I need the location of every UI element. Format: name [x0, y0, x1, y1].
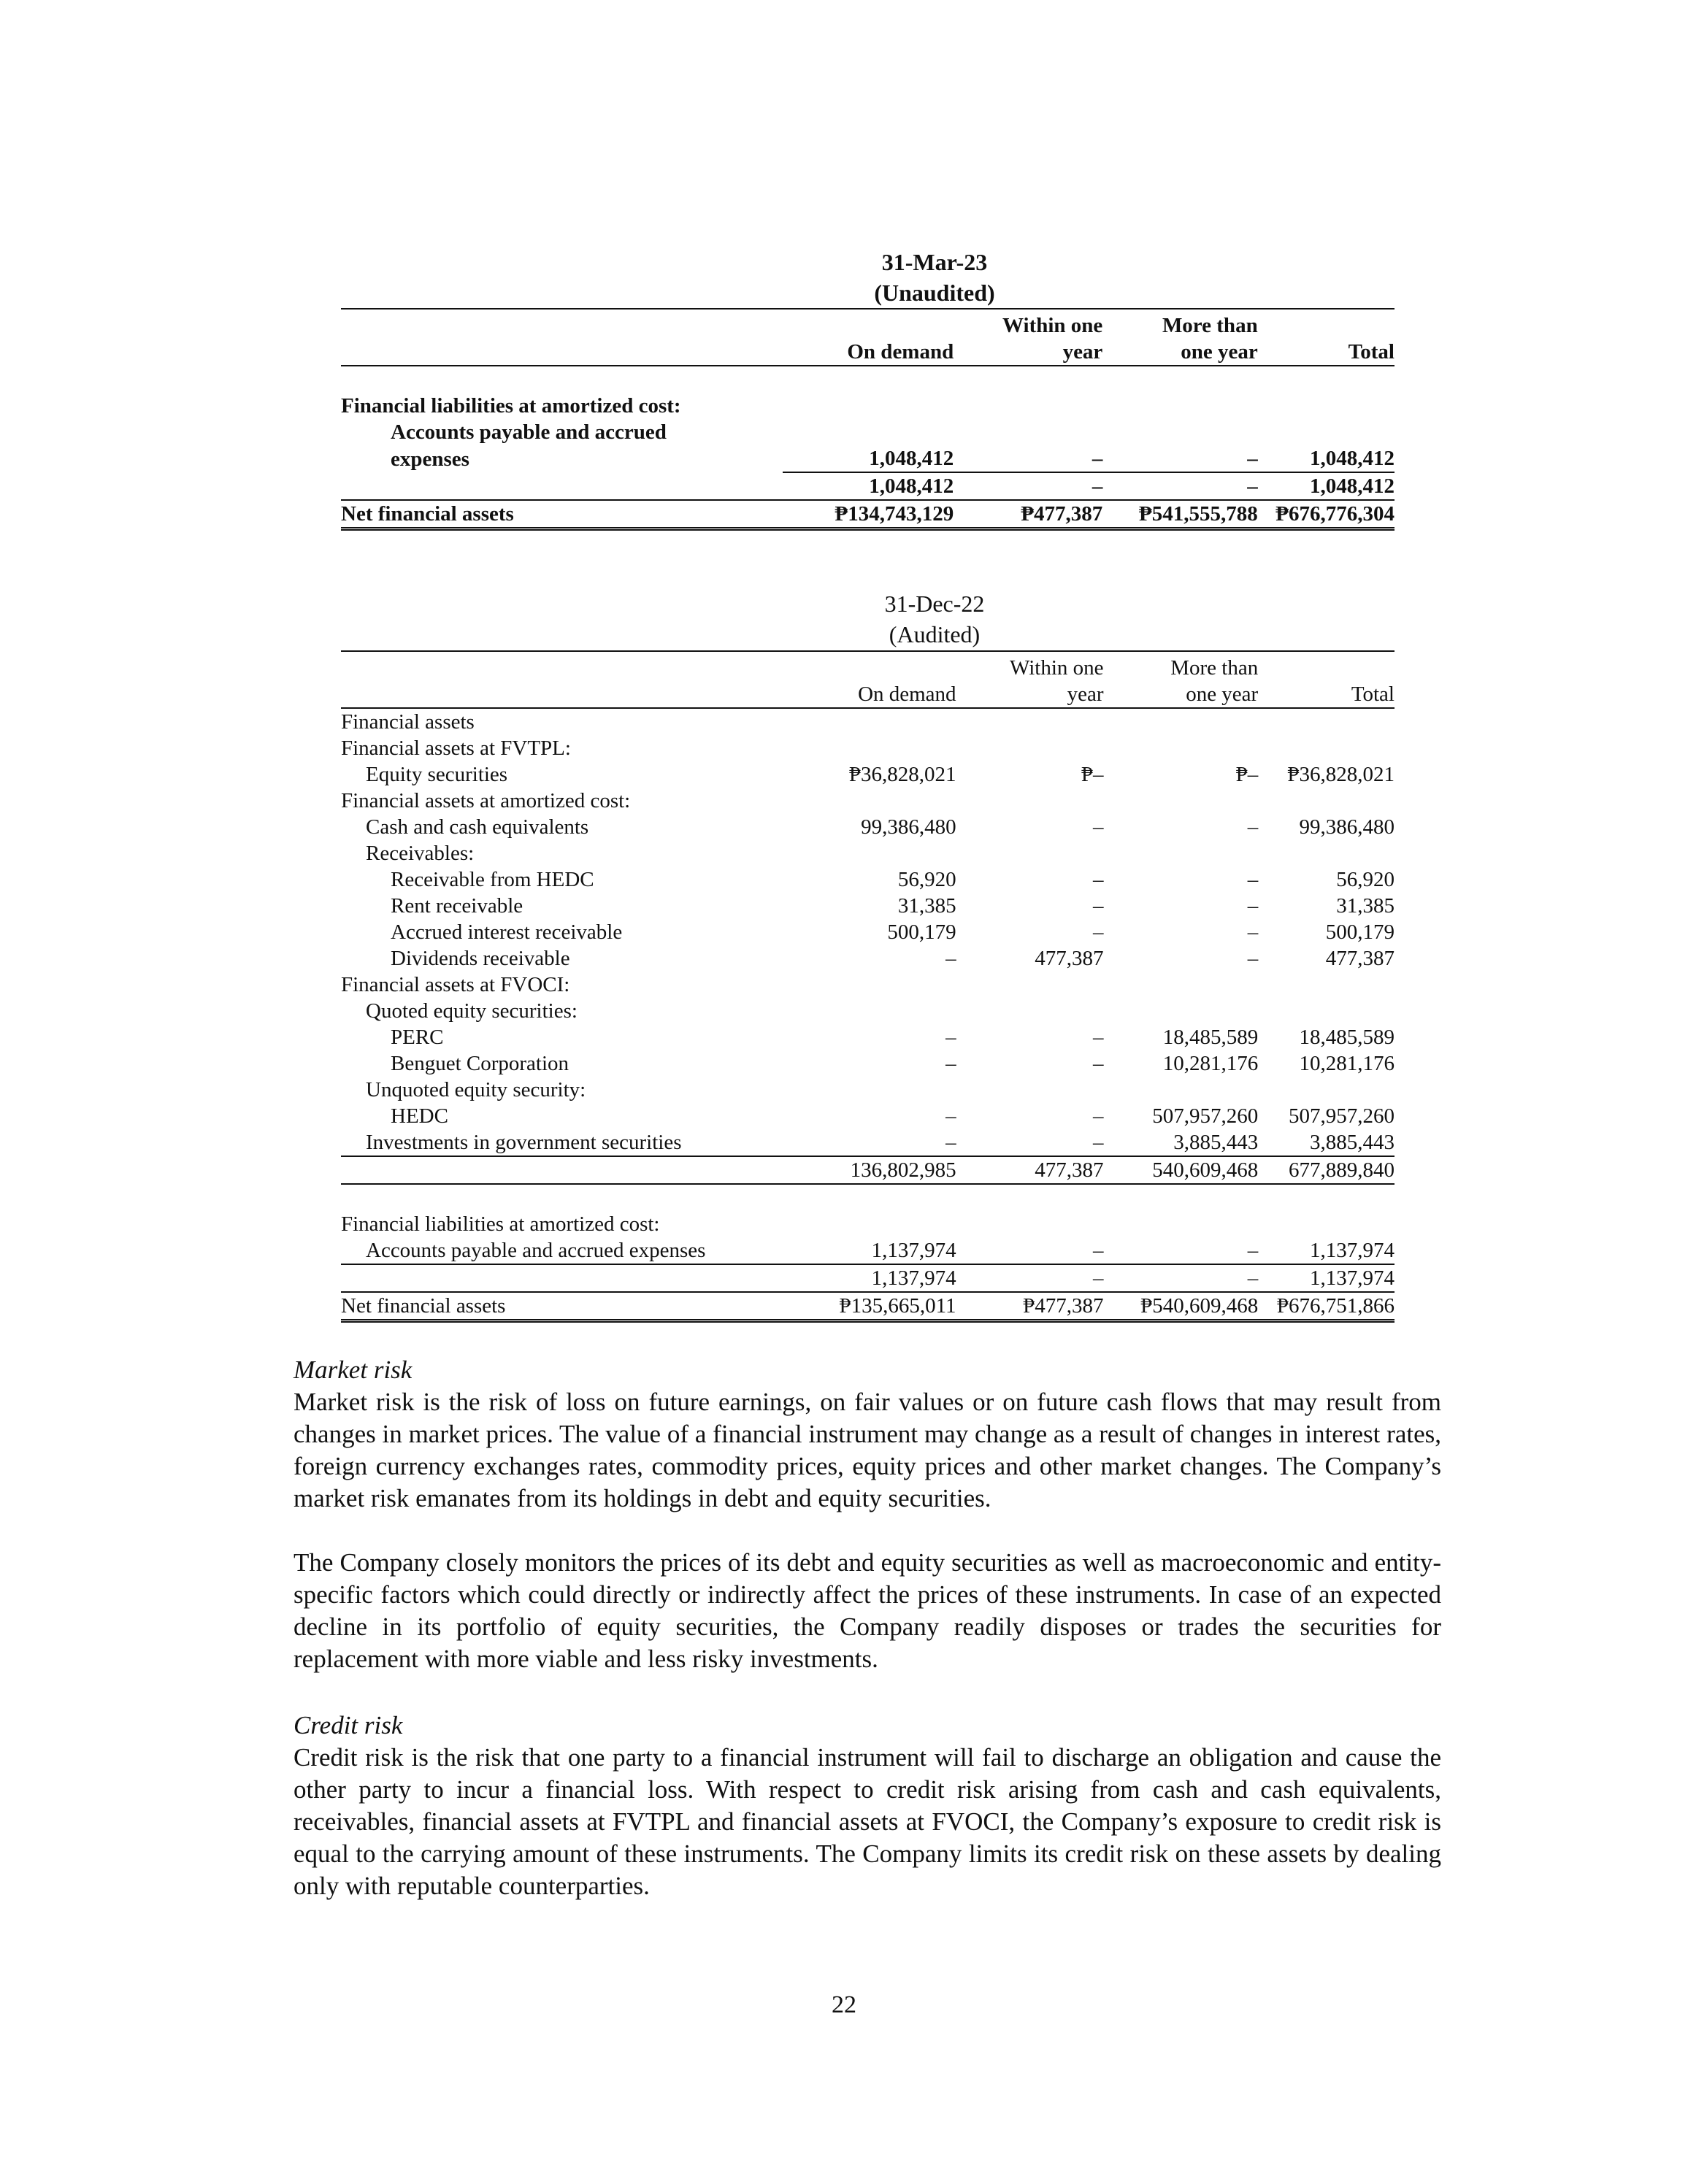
- cell-value: –: [945, 1052, 956, 1075]
- cell-value: –: [1247, 815, 1259, 839]
- table-row: [341, 998, 1394, 1024]
- cell-value: 507,957,260: [1152, 1104, 1259, 1128]
- table2-header-row: [341, 681, 1394, 708]
- market-risk-section: [294, 1354, 1441, 1675]
- cell-value: [956, 735, 1104, 761]
- col-header: Total: [1258, 681, 1394, 708]
- cell-value: [956, 788, 1104, 814]
- table-row: expenses 1,048,412 – – 1,048,412: [341, 445, 1394, 472]
- cell-value: [1104, 840, 1259, 866]
- cell-value: 18,485,589: [1162, 1026, 1259, 1049]
- table-row-net: Net financial assets ₱134,743,129 ₱477,387 ₱541,555,788 ₱676,776,304: [341, 500, 1394, 529]
- row-label: expenses: [391, 447, 469, 471]
- cell-value: –: [945, 1104, 956, 1128]
- row-label: Financial liabilities at amortized cost:: [341, 394, 681, 418]
- table-row-subtotal: 1,137,974 – – 1,137,974: [341, 1264, 1394, 1292]
- credit-risk-section: [294, 1710, 1441, 1902]
- cell-value: [1258, 1077, 1394, 1103]
- row-label: Cash and cash equivalents: [366, 815, 589, 839]
- cell-value: –: [1093, 868, 1104, 891]
- cell-value: [1258, 735, 1394, 761]
- cell-value: [786, 708, 956, 735]
- market-risk-paragraph-1: Market risk is the risk of loss on future earnings, on fair values or on future cash flows that may result from changes in market prices. The value of a financial instrument may change as a result of changes in interest rates, foreign currency exchanges rates, commodity prices, equity prices and other market changes. The Company’s market risk emanates from its holdings in debt and equity securities.: [294, 1388, 1441, 1512]
- col-header-top: More than: [1170, 656, 1259, 680]
- table-row: [341, 419, 1394, 445]
- col-header-top: Within one: [1010, 656, 1104, 680]
- table1-status: (Unaudited): [874, 280, 995, 306]
- col-header: year: [954, 339, 1102, 366]
- table1: [341, 312, 1394, 531]
- cell-value: 10,281,176: [1162, 1052, 1259, 1075]
- col-header-top: More than: [1162, 314, 1258, 337]
- row-label: Financial assets: [341, 710, 475, 734]
- cell-value: 10,281,176: [1299, 1052, 1394, 1075]
- table-row: [341, 893, 1394, 919]
- table-row-total: 136,802,985 477,387 540,609,468 677,889,840: [341, 1156, 1394, 1184]
- cell-value: [1104, 972, 1259, 998]
- cell-value: 500,179: [1325, 920, 1394, 944]
- cell-value: [1258, 788, 1394, 814]
- col-header-top: Within one: [1002, 314, 1103, 337]
- table2-status: (Audited): [889, 621, 981, 647]
- table-row: [341, 708, 1394, 735]
- cell-value: [786, 840, 956, 866]
- cell-value: –: [1093, 920, 1104, 944]
- cell-value: [1258, 972, 1394, 998]
- cell-value: 3,885,443: [1258, 1129, 1394, 1156]
- cell-value: [786, 735, 956, 761]
- cell-value: [1258, 708, 1394, 735]
- row-label: Investments in government securities: [341, 1129, 786, 1156]
- cell-value: 18,485,589: [1299, 1026, 1394, 1049]
- cell-value: [1258, 998, 1394, 1024]
- table1-header: [781, 247, 1088, 308]
- cell-value: [1258, 840, 1394, 866]
- cell-value: –: [1247, 947, 1259, 970]
- table-row: [341, 840, 1394, 866]
- market-risk-heading: Market risk: [294, 1356, 413, 1384]
- table-row: [341, 761, 1394, 788]
- table-row: [341, 945, 1394, 972]
- table1-date: 31-Mar-23: [881, 249, 988, 275]
- cell-value: –: [1247, 868, 1259, 891]
- row-label: Quoted equity securities:: [366, 999, 578, 1023]
- table-row: [341, 1024, 1394, 1050]
- col-header: Total: [1258, 339, 1394, 366]
- table-row: [341, 919, 1394, 945]
- table1-header-row: [341, 339, 1394, 366]
- cell-value: –: [786, 1129, 956, 1156]
- cell-value: 477,387: [1325, 947, 1394, 970]
- cell-value: ₱–: [1235, 763, 1259, 786]
- row-label: Rent receivable: [391, 894, 523, 918]
- row-label: Accrued interest receivable: [391, 920, 623, 944]
- row-label: Receivable from HEDC: [391, 868, 594, 891]
- cell-value: [1104, 708, 1259, 735]
- cell-value: 31,385: [1336, 894, 1394, 918]
- table-row-subtotal: 1,048,412 – – 1,048,412: [341, 472, 1394, 500]
- credit-risk-heading: Credit risk: [294, 1711, 403, 1739]
- table2-header: [781, 588, 1088, 650]
- cell-value: 477,387: [1035, 947, 1104, 970]
- cell-value: –: [1247, 894, 1259, 918]
- table-row: [341, 1129, 1394, 1156]
- cell-value: 507,957,260: [1289, 1104, 1394, 1128]
- cell-value: [786, 998, 956, 1024]
- table-row: [341, 972, 1394, 998]
- cell-value: –: [1247, 920, 1259, 944]
- table2: [341, 655, 1394, 1323]
- table2-header-row-top: [341, 655, 1394, 681]
- cell-value: –: [945, 947, 956, 970]
- cell-value: 99,386,480: [1299, 815, 1394, 839]
- row-label: HEDC: [391, 1104, 448, 1128]
- table-row-net: Net financial assets ₱135,665,011 ₱477,387 ₱540,609,468 ₱676,751,866: [341, 1292, 1394, 1321]
- table-row: [341, 788, 1394, 814]
- cell-value: [956, 972, 1104, 998]
- table1-top-rule: [341, 308, 1394, 309]
- table2-top-rule: [341, 650, 1394, 652]
- cell-value: –: [1093, 1026, 1104, 1049]
- table-row: [341, 1077, 1394, 1103]
- row-label: Financial liabilities at amortized cost:: [341, 1212, 660, 1236]
- row-label: Benguet Corporation: [391, 1052, 569, 1075]
- cell-value: –: [945, 1026, 956, 1049]
- cell-value: 99,386,480: [861, 815, 956, 839]
- cell-value: [786, 1077, 956, 1103]
- cell-value: [956, 998, 1104, 1024]
- col-header: On demand: [783, 339, 954, 366]
- cell-value: [1104, 998, 1259, 1024]
- row-label: Net financial assets: [341, 1292, 786, 1321]
- cell-value: [956, 840, 1104, 866]
- table-row: Accounts payable and accrued expenses 1,137,974 – – 1,137,974: [341, 1237, 1394, 1264]
- cell-value: [956, 1077, 1104, 1103]
- cell-value: [786, 972, 956, 998]
- table-row: [341, 1103, 1394, 1129]
- col-header: On demand: [786, 681, 956, 708]
- cell-value: [956, 708, 1104, 735]
- table2-date: 31-Dec-22: [884, 591, 985, 617]
- cell-value: 31,385: [897, 894, 956, 918]
- row-label: Financial assets at FVTPL:: [341, 737, 571, 760]
- table1-header-row-top: [341, 312, 1394, 339]
- cell-value: –: [1093, 1104, 1104, 1128]
- cell-value: ₱–: [1081, 763, 1104, 786]
- table-row: [341, 866, 1394, 893]
- row-label: PERC: [391, 1026, 444, 1049]
- cell-value: 3,885,443: [1104, 1129, 1259, 1156]
- table-row: [341, 1211, 1394, 1237]
- table-row: [341, 814, 1394, 840]
- col-header: year: [956, 681, 1104, 708]
- cell-value: –: [1093, 894, 1104, 918]
- cell-value: [786, 788, 956, 814]
- table-row: [341, 735, 1394, 761]
- cell-value: –: [1093, 815, 1104, 839]
- col-header: one year: [1104, 681, 1259, 708]
- row-label: Net financial assets: [341, 500, 783, 529]
- cell-value: [1104, 788, 1259, 814]
- row-label: Unquoted equity security:: [366, 1078, 586, 1101]
- cell-value: 56,920: [897, 868, 956, 891]
- market-risk-paragraph-2: The Company closely monitors the prices of its debt and equity securities as well as macroeconomic and entity-specific factors which could directly or indirectly affect the prices of these instruments. In case of an expected decline in its portfolio of equity securities, the Company readily disposes or trades the securities for replacement with more viable and less risky investments.: [294, 1548, 1441, 1673]
- page-number: 22: [832, 1991, 856, 2018]
- cell-value: 500,179: [887, 920, 956, 944]
- credit-risk-paragraph-1: Credit risk is the risk that one party to a financial instrument will fail to discharge an obligation and cause the other party to incur a financial loss. With respect to credit risk arising from cash and cash equivalents, receivables, financial assets at FVTPL and financial assets at FVOCI, the Company’s exposure to credit risk is equal to the carrying amount of these instruments. The Company limits its credit risk on these assets by dealing only with reputable counterparties.: [294, 1743, 1441, 1900]
- row-label: Accounts payable and accrued expenses: [341, 1237, 786, 1264]
- row-label: Financial assets at amortized cost:: [341, 789, 631, 812]
- cell-value: 56,920: [1336, 868, 1394, 891]
- row-label: Accounts payable and accrued: [391, 420, 667, 444]
- cell-value: ₱36,828,021: [848, 763, 956, 786]
- cell-value: [1104, 1077, 1259, 1103]
- table-row: [341, 393, 1394, 419]
- row-label: Receivables:: [366, 842, 475, 865]
- row-label: Financial assets at FVOCI:: [341, 973, 570, 996]
- cell-value: –: [956, 1129, 1104, 1156]
- cell-value: [1104, 735, 1259, 761]
- row-label: Equity securities: [366, 763, 508, 786]
- cell-value: ₱36,828,021: [1287, 763, 1394, 786]
- table-row: [341, 1050, 1394, 1077]
- cell-value: –: [1093, 1052, 1104, 1075]
- row-label: Dividends receivable: [391, 947, 570, 970]
- col-header: one year: [1102, 339, 1257, 366]
